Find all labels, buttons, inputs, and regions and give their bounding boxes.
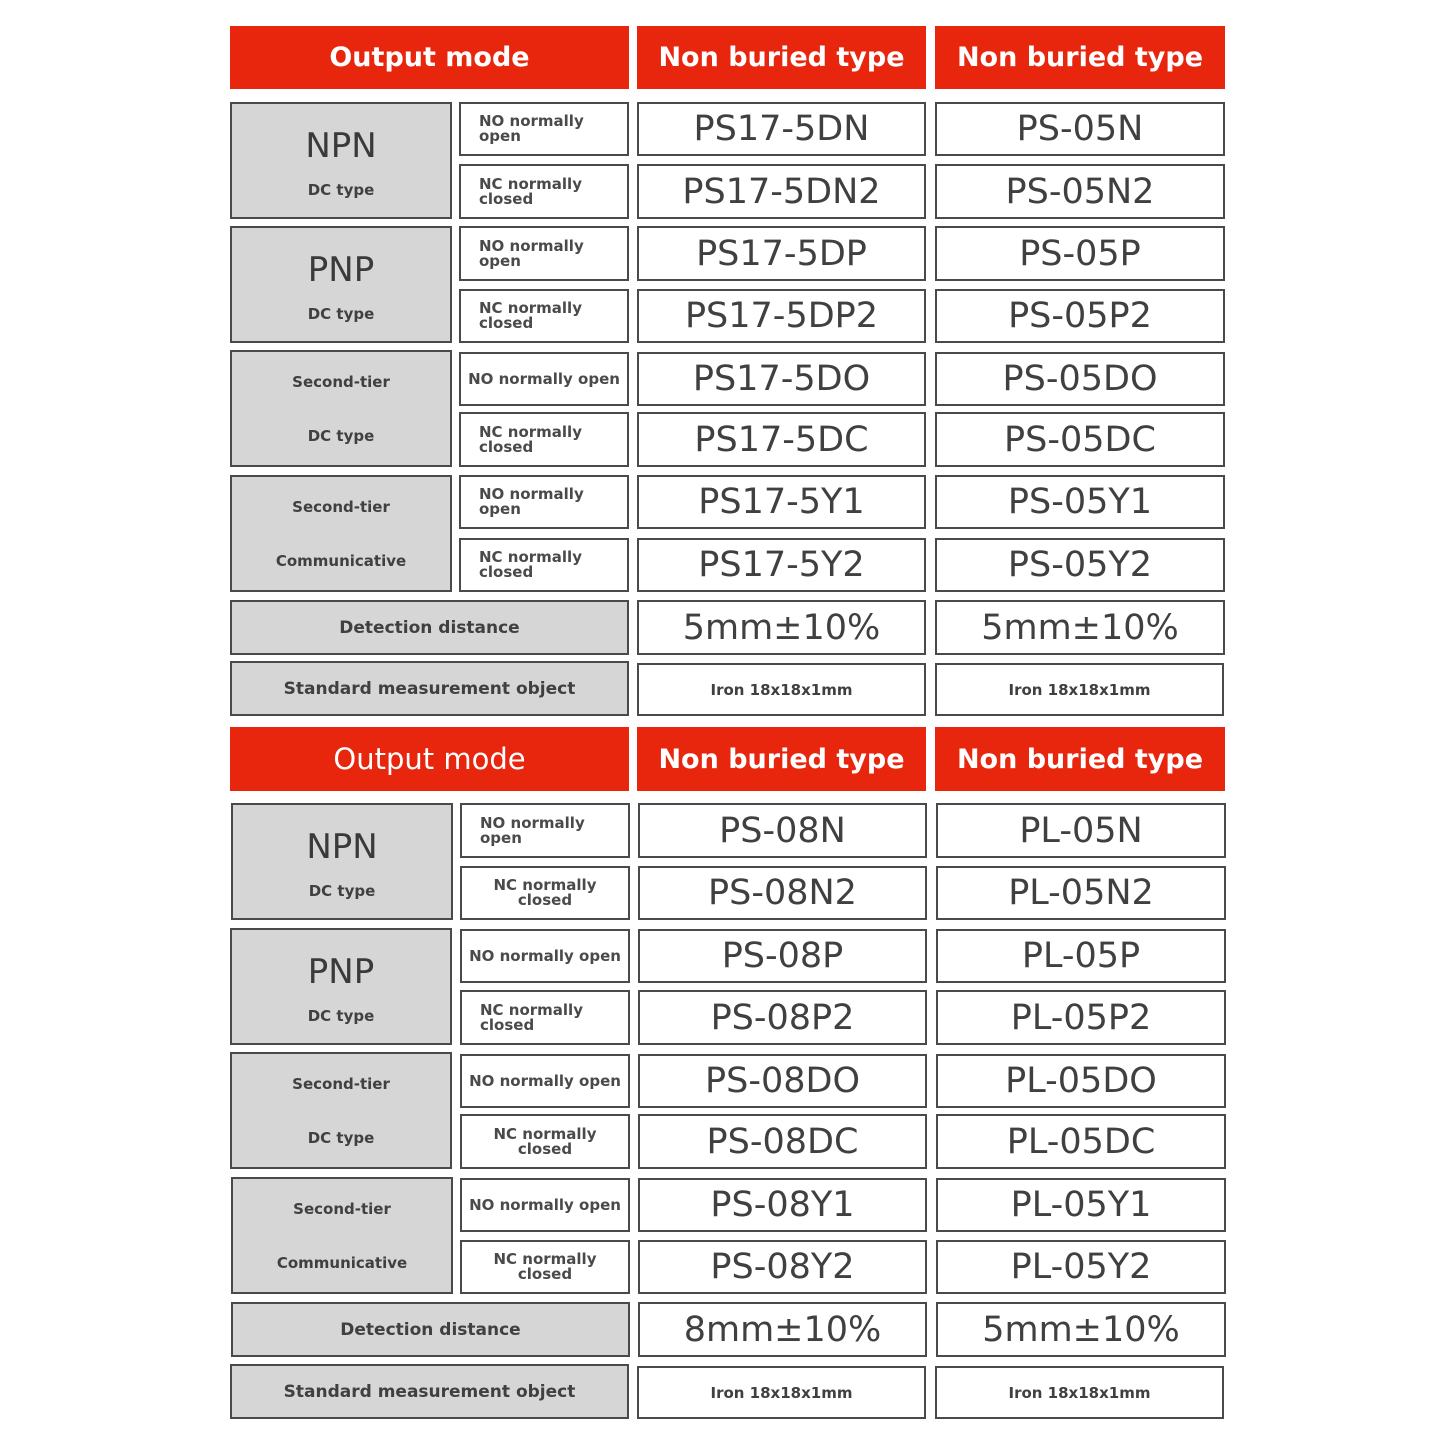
model-cell: PS-05N [935, 102, 1225, 156]
mode-cell [460, 866, 630, 920]
mode-label: NC normally closed [479, 422, 582, 456]
model-cell: PL-05DC [936, 1114, 1226, 1169]
model-cell: PS-05Y1 [935, 475, 1225, 529]
group-line1: Second-tier [293, 1199, 391, 1218]
group-subtitle: DC type [308, 881, 376, 900]
model-cell: PS-05P [935, 226, 1225, 281]
detection-value: 8mm±10% [638, 1302, 927, 1357]
group-second-tier-dc [230, 1052, 452, 1169]
detection-label: Detection distance [230, 600, 629, 655]
model-cell: PS-08DO [638, 1054, 927, 1108]
model-cell: PS17-5DN [637, 102, 926, 156]
model-cell: PL-05N2 [936, 866, 1226, 920]
mode-label: NO normally open [479, 236, 584, 270]
detection-value: 5mm±10% [637, 600, 926, 655]
group-title: NPN [305, 125, 377, 166]
mode-cell [459, 352, 629, 406]
model-cell: PS-08Y1 [638, 1178, 927, 1232]
mode-label: NO normally open [480, 813, 585, 847]
mode-cell [460, 1178, 630, 1232]
object-value: Iron 18x18x1mm [935, 1366, 1224, 1419]
group-line2: DC type [307, 426, 375, 445]
header-output-mode: Output mode [230, 727, 629, 791]
detection-value: 5mm±10% [935, 600, 1225, 655]
group-npn [230, 102, 452, 219]
mode-label: NO normally open [469, 1071, 621, 1090]
group-second-tier-comm [231, 1177, 453, 1294]
header-output-mode: Output mode [230, 26, 629, 89]
mode-label: NC normally closed [493, 1124, 597, 1158]
model-cell: PS-08P [638, 929, 927, 983]
header-col-b: Non buried type [935, 26, 1225, 89]
model-cell: PS17-5DO [637, 352, 926, 406]
mode-cell [460, 1054, 630, 1108]
mode-cell [459, 289, 629, 343]
mode-cell [460, 1240, 630, 1294]
object-value: Iron 18x18x1mm [637, 1366, 926, 1419]
detection-label: Detection distance [231, 1302, 630, 1357]
group-pnp [230, 928, 452, 1045]
mode-label: NC normally closed [479, 548, 582, 581]
mode-cell [460, 1114, 630, 1169]
mode-cell [460, 803, 630, 858]
model-cell: PS-05P2 [935, 289, 1225, 343]
model-cell: PS-05N2 [935, 164, 1225, 219]
model-cell: PS17-5DN2 [637, 164, 926, 219]
mode-label: NO normally open [469, 946, 621, 965]
model-cell: PL-05Y2 [936, 1240, 1226, 1294]
mode-cell [459, 102, 629, 156]
model-cell: PL-05N [936, 803, 1226, 858]
model-cell: PS17-5Y1 [637, 475, 926, 529]
group-line2: Communicative [276, 1253, 408, 1272]
model-cell: PS-05Y2 [935, 538, 1225, 592]
object-label: Standard measurement object [230, 661, 629, 716]
group-line1: Second-tier [292, 1074, 390, 1093]
mode-cell [459, 226, 629, 281]
mode-label: NO normally open [479, 112, 584, 145]
mode-cell [460, 929, 630, 983]
model-cell: PS17-5DP [637, 226, 926, 281]
mode-label: NO normally open [468, 369, 620, 388]
group-second-tier-comm [230, 475, 452, 592]
group-subtitle: DC type [307, 1006, 375, 1025]
model-cell: PS-08DC [638, 1114, 927, 1169]
mode-cell [459, 164, 629, 219]
model-cell: PS-08Y2 [638, 1240, 927, 1294]
group-title: NPN [306, 826, 378, 867]
model-cell: PL-05P [936, 929, 1226, 983]
mode-label: NC normally closed [479, 174, 582, 208]
group-subtitle: DC type [307, 304, 375, 323]
model-cell: PS-05DC [935, 412, 1225, 467]
group-line2: Communicative [275, 551, 407, 570]
mode-label: NC normally closed [493, 1250, 597, 1283]
mode-label: NO normally open [479, 485, 584, 518]
mode-cell [459, 412, 629, 467]
group-pnp [230, 226, 452, 343]
model-cell: PS17-5DC [637, 412, 926, 467]
model-cell: PL-05DO [936, 1054, 1226, 1108]
object-label: Standard measurement object [230, 1364, 629, 1419]
group-line2: DC type [307, 1128, 375, 1147]
group-subtitle: DC type [307, 180, 375, 199]
model-cell: PS-08N [638, 803, 927, 858]
object-value: Iron 18x18x1mm [935, 663, 1224, 716]
mode-cell [459, 475, 629, 529]
model-cell: PS-08N2 [638, 866, 927, 920]
mode-cell [459, 538, 629, 592]
mode-label: NO normally open [469, 1195, 621, 1214]
detection-value: 5mm±10% [936, 1302, 1226, 1357]
header-col-a: Non buried type [637, 26, 926, 89]
group-second-tier-dc [230, 350, 452, 467]
model-cell: PS-08P2 [638, 990, 927, 1045]
object-value: Iron 18x18x1mm [637, 663, 926, 716]
mode-cell [460, 990, 630, 1045]
group-line1: Second-tier [292, 372, 390, 391]
model-cell: PS17-5Y2 [637, 538, 926, 592]
model-cell: PS17-5DP2 [637, 289, 926, 343]
mode-label: NC normally closed [480, 1000, 583, 1034]
group-npn [231, 803, 453, 920]
mode-label: NC normally closed [493, 876, 597, 909]
model-cell: PL-05P2 [936, 990, 1226, 1045]
header-col-a: Non buried type [637, 727, 926, 791]
model-cell: PS-05DO [935, 352, 1225, 406]
group-title: PNP [307, 249, 375, 290]
group-title: PNP [307, 951, 375, 992]
header-col-b: Non buried type [935, 727, 1225, 791]
mode-label: NC normally closed [479, 299, 582, 332]
group-line1: Second-tier [292, 497, 390, 516]
model-cell: PL-05Y1 [936, 1178, 1226, 1232]
